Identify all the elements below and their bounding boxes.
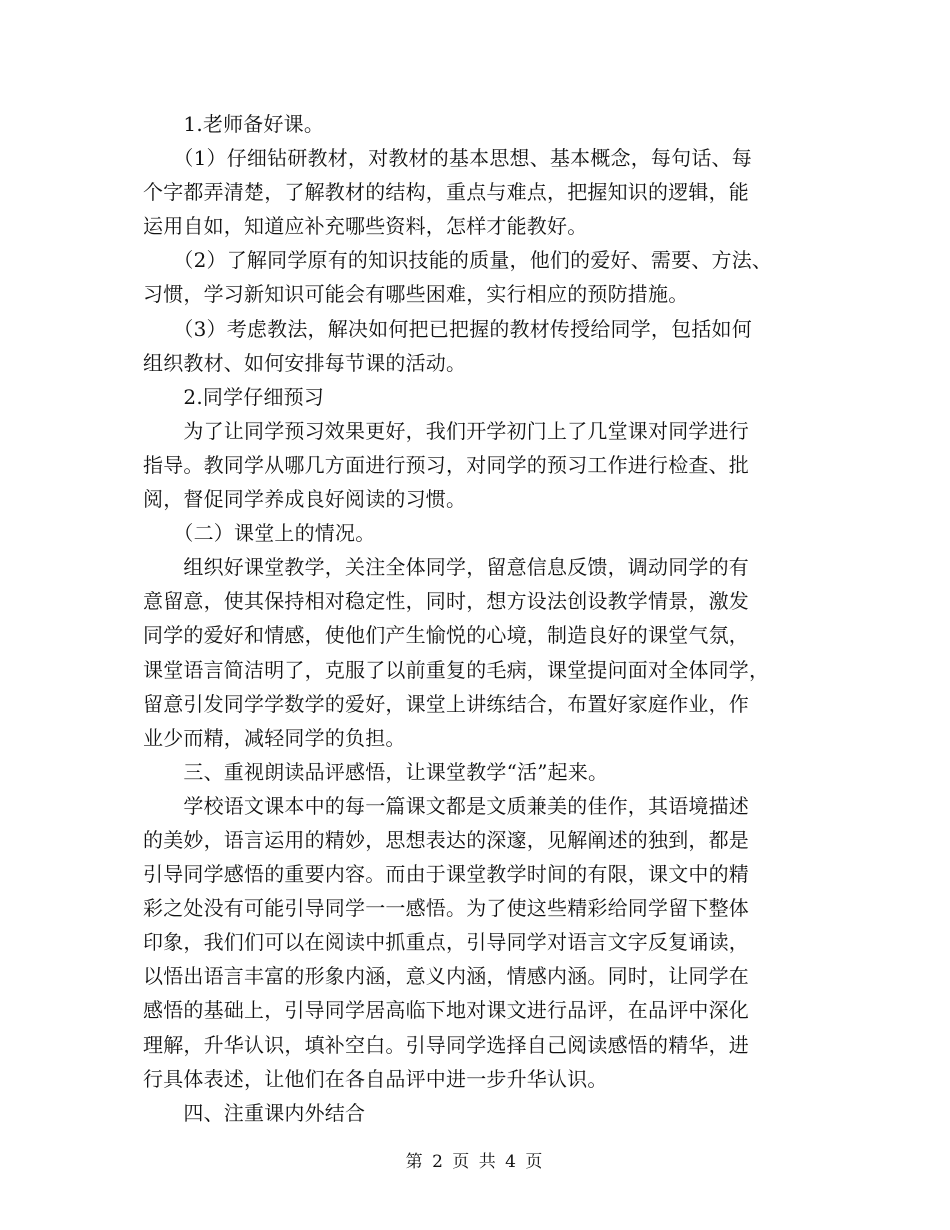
text-line: 印象，我们们可以在阅读中抓重点，引导同学对语言文字反复诵读， bbox=[143, 930, 749, 955]
text-line: 以悟出语言丰富的形象内涵，意义内涵，情感内涵。同时，让同学在 bbox=[143, 964, 749, 989]
text-line: 阅，督促同学养成良好阅读的习惯。 bbox=[143, 487, 467, 512]
text-line: 课堂语言简洁明了，克服了以前重复的毛病，课堂提问面对全体同学， bbox=[143, 657, 770, 682]
text-line: 三、重视朗读品评感悟，让课堂教学“活”起来。 bbox=[143, 759, 609, 784]
text-line: 彩之处没有可能引导同学一一感悟。为了使这些精彩给同学留下整体 bbox=[143, 896, 749, 921]
page-footer: 第 2 页 共 4 页 bbox=[405, 1152, 545, 1172]
text-line: （1）仔细钻研教材，对教材的基本思想、基本概念，每句话、每 bbox=[143, 146, 752, 171]
text-line: （3）考虑教法，解决如何把已把握的教材传授给同学，包括如何 bbox=[143, 316, 752, 341]
text-line: 学校语文课本中的每一篇课文都是文质兼美的佳作，其语境描述 bbox=[143, 793, 749, 818]
text-line: 理解，升华认识，填补空白。引导同学选择自己阅读感悟的精华，进 bbox=[143, 1032, 749, 1057]
text-line: 组织好课堂教学，关注全体同学，留意信息反馈，调动同学的有 bbox=[143, 555, 749, 580]
text-line: 感悟的基础上，引导同学居高临下地对课文进行品评，在品评中深化 bbox=[143, 998, 749, 1023]
text-line: 引导同学感悟的重要内容。而由于课堂教学时间的有限，课文中的精 bbox=[143, 862, 749, 887]
text-line: 个字都弄清楚，了解教材的结构，重点与难点，把握知识的逻辑，能 bbox=[143, 180, 749, 205]
text-line: 意留意，使其保持相对稳定性，同时，想方设法创设教学情景，激发 bbox=[143, 589, 749, 614]
text-line: 业少而精，减轻同学的负担。 bbox=[143, 725, 406, 750]
text-line: （二）课堂上的情况。 bbox=[143, 521, 376, 546]
text-line: 习惯，学习新知识可能会有哪些困难，实行相应的预防措施。 bbox=[143, 282, 689, 307]
text-line: （2）了解同学原有的知识技能的质量，他们的爱好、需要、方法、 bbox=[143, 248, 773, 273]
text-line: 四、注重课内外结合 bbox=[143, 1100, 366, 1125]
text-line: 留意引发同学学数学的爱好，课堂上讲练结合，布置好家庭作业，作 bbox=[143, 691, 749, 716]
text-line: 组织教材、如何安排每节课的活动。 bbox=[143, 350, 467, 375]
text-line: 1.老师备好课。 bbox=[143, 112, 325, 136]
text-line: 的美妙，语言运用的精妙，思想表达的深邃，见解阐述的独到，都是 bbox=[143, 827, 749, 852]
body-text bbox=[143, 107, 833, 1130]
text-line: 指导。教同学从哪几方面进行预习，对同学的预习工作进行检查、批 bbox=[143, 452, 749, 477]
text-line: 2.同学仔细预习 bbox=[143, 384, 325, 409]
text-line: 为了让同学预习效果更好，我们开学初门上了几堂课对同学进行 bbox=[143, 418, 749, 443]
text-line: 运用自如，知道应补充哪些资料，怎样才能教好。 bbox=[143, 214, 588, 239]
text-line: 同学的爱好和情感，使他们产生愉悦的心境，制造良好的课堂气氛， bbox=[143, 623, 749, 648]
text-line: 行具体表述，让他们在各自品评中进一步升华认识。 bbox=[143, 1066, 608, 1091]
